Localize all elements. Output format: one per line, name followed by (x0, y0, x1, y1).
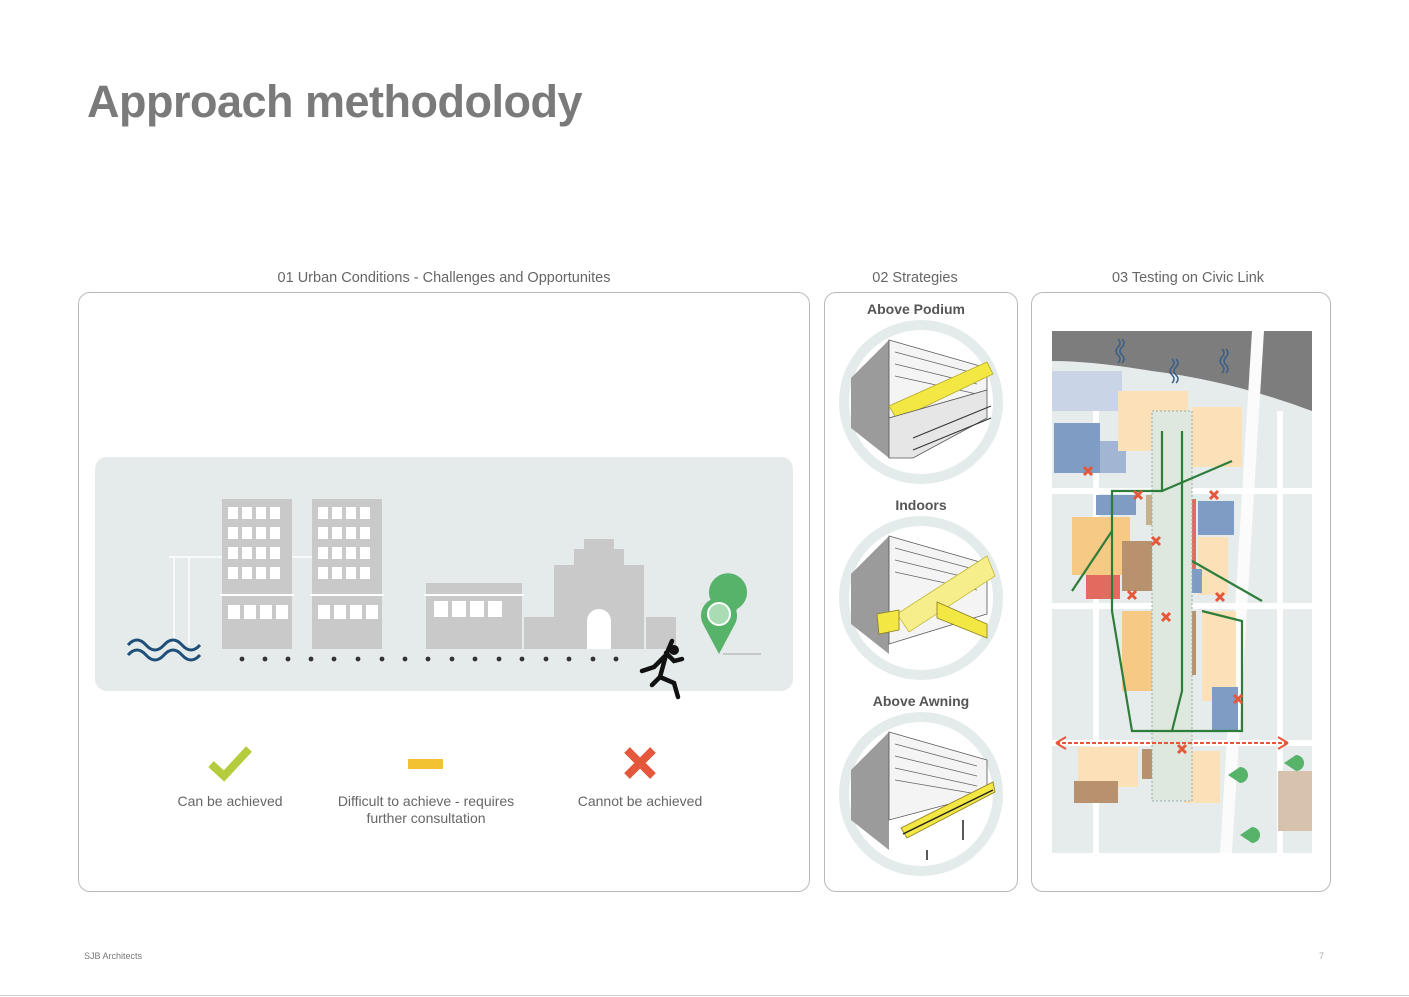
legend-label-achieved: Can be achieved (177, 793, 283, 809)
strategy-label-above-podium: Above Podium (866, 301, 965, 317)
section-label-strategies: 02 Strategies (872, 270, 958, 286)
above-podium-diagram (837, 318, 1005, 486)
page-number: 7 (1319, 951, 1325, 961)
section-label-urban-conditions: 01 Urban Conditions - Challenges and Opportunites (277, 270, 611, 286)
civic-link-map (1052, 331, 1312, 853)
legend-label-difficult (316, 793, 536, 827)
legend-label-difficult-line1: Difficult to achieve - requires (337, 793, 515, 809)
legend-label-difficult-line2: further consultation (366, 810, 486, 826)
legend-label-not-achieved: Cannot be achieved (577, 793, 703, 809)
strategy-label-above-awning: Above Awning (872, 693, 970, 709)
cross-icon (623, 746, 657, 780)
dash-icon (408, 758, 444, 770)
location-pin-icon (699, 594, 739, 656)
check-icon (208, 746, 252, 780)
footer-company: SJB Architects (84, 951, 143, 961)
above-awning-diagram (837, 710, 1005, 878)
bottom-rule (0, 995, 1409, 996)
page-title: Approach methodolody (87, 76, 582, 127)
strategy-label-indoors: Indoors (895, 497, 947, 513)
indoors-diagram (837, 514, 1005, 682)
section-label-testing: 03 Testing on Civic Link (1111, 270, 1265, 286)
streetscape-illustration (94, 445, 794, 705)
